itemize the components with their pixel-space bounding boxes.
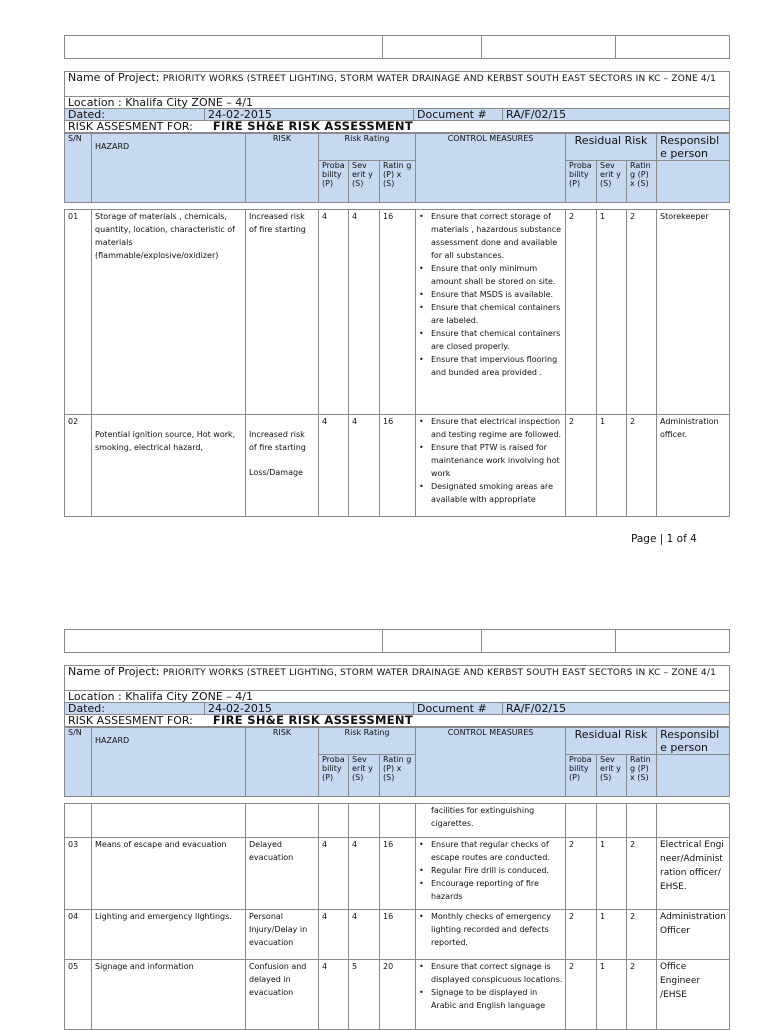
row-residual-probability: 2 (566, 960, 597, 1030)
row-rating: 16 (380, 838, 416, 910)
header-responsible-person: Responsibl e person (657, 728, 730, 755)
row-severity: 4 (349, 210, 380, 415)
document-value: RA/F/02/15 (503, 109, 730, 121)
header-hazard: HAZARD (92, 728, 246, 797)
location-cell: Location : Khalifa City ZONE – 4/1 (65, 97, 730, 109)
header-sn: S/N (65, 728, 92, 797)
header-residual-probability: Proba bility (P) (566, 755, 597, 797)
row-probability: 4 (319, 210, 349, 415)
control-item: • Designated smoking areas are available with appropriate (418, 480, 563, 506)
row-responsible-person: Electrical Engineer/Administration officer/EHSE. (657, 838, 730, 910)
row-severity: 4 (349, 838, 380, 910)
location-cell: Location : Khalifa City ZONE – 4/1 (65, 691, 730, 703)
row-hazard: Lighting and emergency lightings. (92, 910, 246, 960)
control-item: • Ensure that electrical inspection and testing regime are followed. (418, 415, 563, 441)
row-rating: 16 (380, 210, 416, 415)
row-severity: 5 (349, 960, 380, 1030)
dated-label: Dated: (65, 109, 205, 121)
table-row (65, 838, 730, 910)
header-rating: Ratin g (P) x (S) (380, 755, 416, 797)
row-responsible-person: Office Engineer /EHSE (657, 960, 730, 1030)
header-risk: RISK (246, 134, 319, 203)
row-hazard: Potential ignition source, Hot work, smoking, electrical hazard, (92, 415, 246, 517)
risk-assessment-for-cell: RISK ASSESMENT FOR: FIRE SH&E RISK ASSESSMENT (65, 715, 730, 727)
control-item: • Regular Fire drill is conduced. (418, 864, 563, 877)
row-risk: Delayed evacuation (246, 838, 319, 910)
row-risk: Increased risk of fire starting (246, 210, 319, 415)
row-residual-severity: 1 (597, 910, 627, 960)
control-item: • Ensure that only minimum amount shall be stored on site. (418, 262, 563, 288)
document-page-1 (64, 35, 729, 517)
project-info-table (64, 71, 730, 133)
header-residual-risk: Residual Risk (566, 134, 657, 161)
control-item: • Ensure that PTW is raised for maintenance work involving hot work (418, 441, 563, 480)
header-hazard: HAZARD (92, 134, 246, 203)
row-residual-rating: 2 (627, 960, 657, 1030)
row-severity: 4 (349, 910, 380, 960)
header-probability: Proba bility (P) (319, 161, 349, 203)
project-info-table (64, 665, 730, 727)
row-sn: 03 (65, 838, 92, 910)
header-control-measures: CONTROL MEASURES (416, 134, 566, 203)
control-item: • Ensure that chemical containers are closed properly. (418, 327, 563, 353)
document-title: FIRE SH&E RISK ASSESSMENT (212, 713, 413, 727)
row-responsible-person: Administration officer. (657, 415, 730, 517)
row-residual-severity: 1 (597, 415, 627, 517)
control-continuation: facilities for extinguishing cigarettes. (416, 804, 566, 838)
control-item: • Ensure that correct signage is displayed conspicuous locations. (418, 960, 563, 986)
control-item: • Ensure that MSDS is available. (418, 288, 563, 301)
header-rating: Ratin g (P) x (S) (380, 161, 416, 203)
header-risk-rating: Risk Rating (319, 728, 416, 755)
header-severity: Sev erit y (S) (349, 161, 380, 203)
row-residual-probability: 2 (566, 415, 597, 517)
row-sn: 05 (65, 960, 92, 1030)
project-name-cell: Name of Project: PRIORITY WORKS (STREET LIGHTING, STORM WATER DRAINAGE AND KERBST SOUTH EAST SECTORS IN KC – ZONE 4/1 (65, 666, 730, 691)
header-risk: RISK (246, 728, 319, 797)
row-control-measures (416, 910, 566, 960)
row-residual-rating: 2 (627, 415, 657, 517)
header-bar (64, 629, 730, 653)
row-probability: 4 (319, 910, 349, 960)
row-control-measures (416, 838, 566, 910)
risk-table-page-2 (64, 803, 730, 1030)
table-row-continued (65, 804, 730, 838)
row-residual-probability: 2 (566, 910, 597, 960)
page-number: Page | 1 of 4 (631, 533, 697, 545)
header-residual-rating: Ratin g (P) x (S) (627, 161, 657, 203)
header-responsible-person: Responsibl e person (657, 134, 730, 161)
row-residual-severity: 1 (597, 210, 627, 415)
row-hazard: Storage of materials , chemicals, quantity, location, characteristic of materials (flammable/explosive/oxidizer) (92, 210, 246, 415)
row-probability: 4 (319, 838, 349, 910)
control-item: • Monthly checks of emergency lighting recorded and defects reported. (418, 910, 563, 949)
risk-assessment-for-cell: RISK ASSESMENT FOR: FIRE SH&E RISK ASSESSMENT (65, 121, 730, 133)
document-value: RA/F/02/15 (503, 703, 730, 715)
row-residual-rating: 2 (627, 210, 657, 415)
control-item: • Ensure that correct storage of materials , hazardous substance assessment done and available for all substances. (418, 210, 563, 262)
header-control-measures: CONTROL MEASURES (416, 728, 566, 797)
header-probability: Proba bility (P) (319, 755, 349, 797)
row-sn: 01 (65, 210, 92, 415)
header-residual-severity: Sev erit y (S) (597, 755, 627, 797)
row-hazard: Signage and information (92, 960, 246, 1030)
control-item: • Signage to be displayed in Arabic and English language (418, 986, 563, 1012)
row-risk: Personal Injury/Delay in evacuation (246, 910, 319, 960)
control-item: • Ensure that regular checks of escape routes are conducted. (418, 838, 563, 864)
row-control-measures (416, 960, 566, 1030)
control-item: • Encourage reporting of fire hazards (418, 877, 563, 903)
dated-label: Dated: (65, 703, 205, 715)
table-row (65, 960, 730, 1030)
document-label: Document # (414, 109, 503, 121)
row-severity: 4 (349, 415, 380, 517)
dated-value: 24-02-2015 (205, 703, 414, 715)
document-title: FIRE SH&E RISK ASSESSMENT (212, 119, 413, 133)
column-header-table (64, 133, 730, 203)
row-residual-probability: 2 (566, 210, 597, 415)
row-hazard: Means of escape and evacuation (92, 838, 246, 910)
table-row (65, 415, 730, 517)
table-row (65, 210, 730, 415)
row-responsible-person: Administration Officer (657, 910, 730, 960)
row-responsible-person: Storekeeper (657, 210, 730, 415)
header-residual-probability: Proba bility (P) (566, 161, 597, 203)
row-rating: 16 (380, 910, 416, 960)
control-item: • Ensure that chemical containers are labeled. (418, 301, 563, 327)
row-residual-severity: 1 (597, 960, 627, 1030)
header-residual-rating: Ratin g (P) x (S) (627, 755, 657, 797)
row-rating: 20 (380, 960, 416, 1030)
control-item: • Ensure that impervious flooring and bunded area provided . (418, 353, 563, 379)
dated-value: 24-02-2015 (205, 109, 414, 121)
header-severity: Sev erit y (S) (349, 755, 380, 797)
row-rating: 16 (380, 415, 416, 517)
project-name: PRIORITY WORKS (STREET LIGHTING, STORM WATER DRAINAGE AND KERBST SOUTH EAST SECTORS IN KC – ZONE 4/1 (162, 668, 717, 678)
row-residual-severity: 1 (597, 838, 627, 910)
row-sn: 02 (65, 415, 92, 517)
row-control-measures (416, 210, 566, 415)
project-name-cell: Name of Project: PRIORITY WORKS (STREET LIGHTING, STORM WATER DRAINAGE AND KERBST SOUTH EAST SECTORS IN KC – ZONE 4/1 (65, 72, 730, 97)
row-probability: 4 (319, 415, 349, 517)
column-header-table (64, 727, 730, 797)
table-row (65, 910, 730, 960)
row-risk: Confusion and delayed in evacuation (246, 960, 319, 1030)
row-residual-rating: 2 (627, 838, 657, 910)
header-risk-rating: Risk Rating (319, 134, 416, 161)
row-control-measures (416, 415, 566, 517)
row-probability: 4 (319, 960, 349, 1030)
document-label: Document # (414, 703, 503, 715)
header-bar (64, 35, 730, 59)
header-residual-risk: Residual Risk (566, 728, 657, 755)
row-risk: Increased risk of fire starting Loss/Damage (246, 415, 319, 517)
document-page-2 (64, 629, 729, 1030)
row-residual-probability: 2 (566, 838, 597, 910)
row-sn: 04 (65, 910, 92, 960)
project-name: PRIORITY WORKS (STREET LIGHTING, STORM WATER DRAINAGE AND KERBST SOUTH EAST SECTORS IN KC – ZONE 4/1 (162, 74, 717, 84)
row-residual-rating: 2 (627, 910, 657, 960)
risk-table-page-1 (64, 209, 730, 517)
header-sn: S/N (65, 134, 92, 203)
header-residual-severity: Sev erit y (S) (597, 161, 627, 203)
